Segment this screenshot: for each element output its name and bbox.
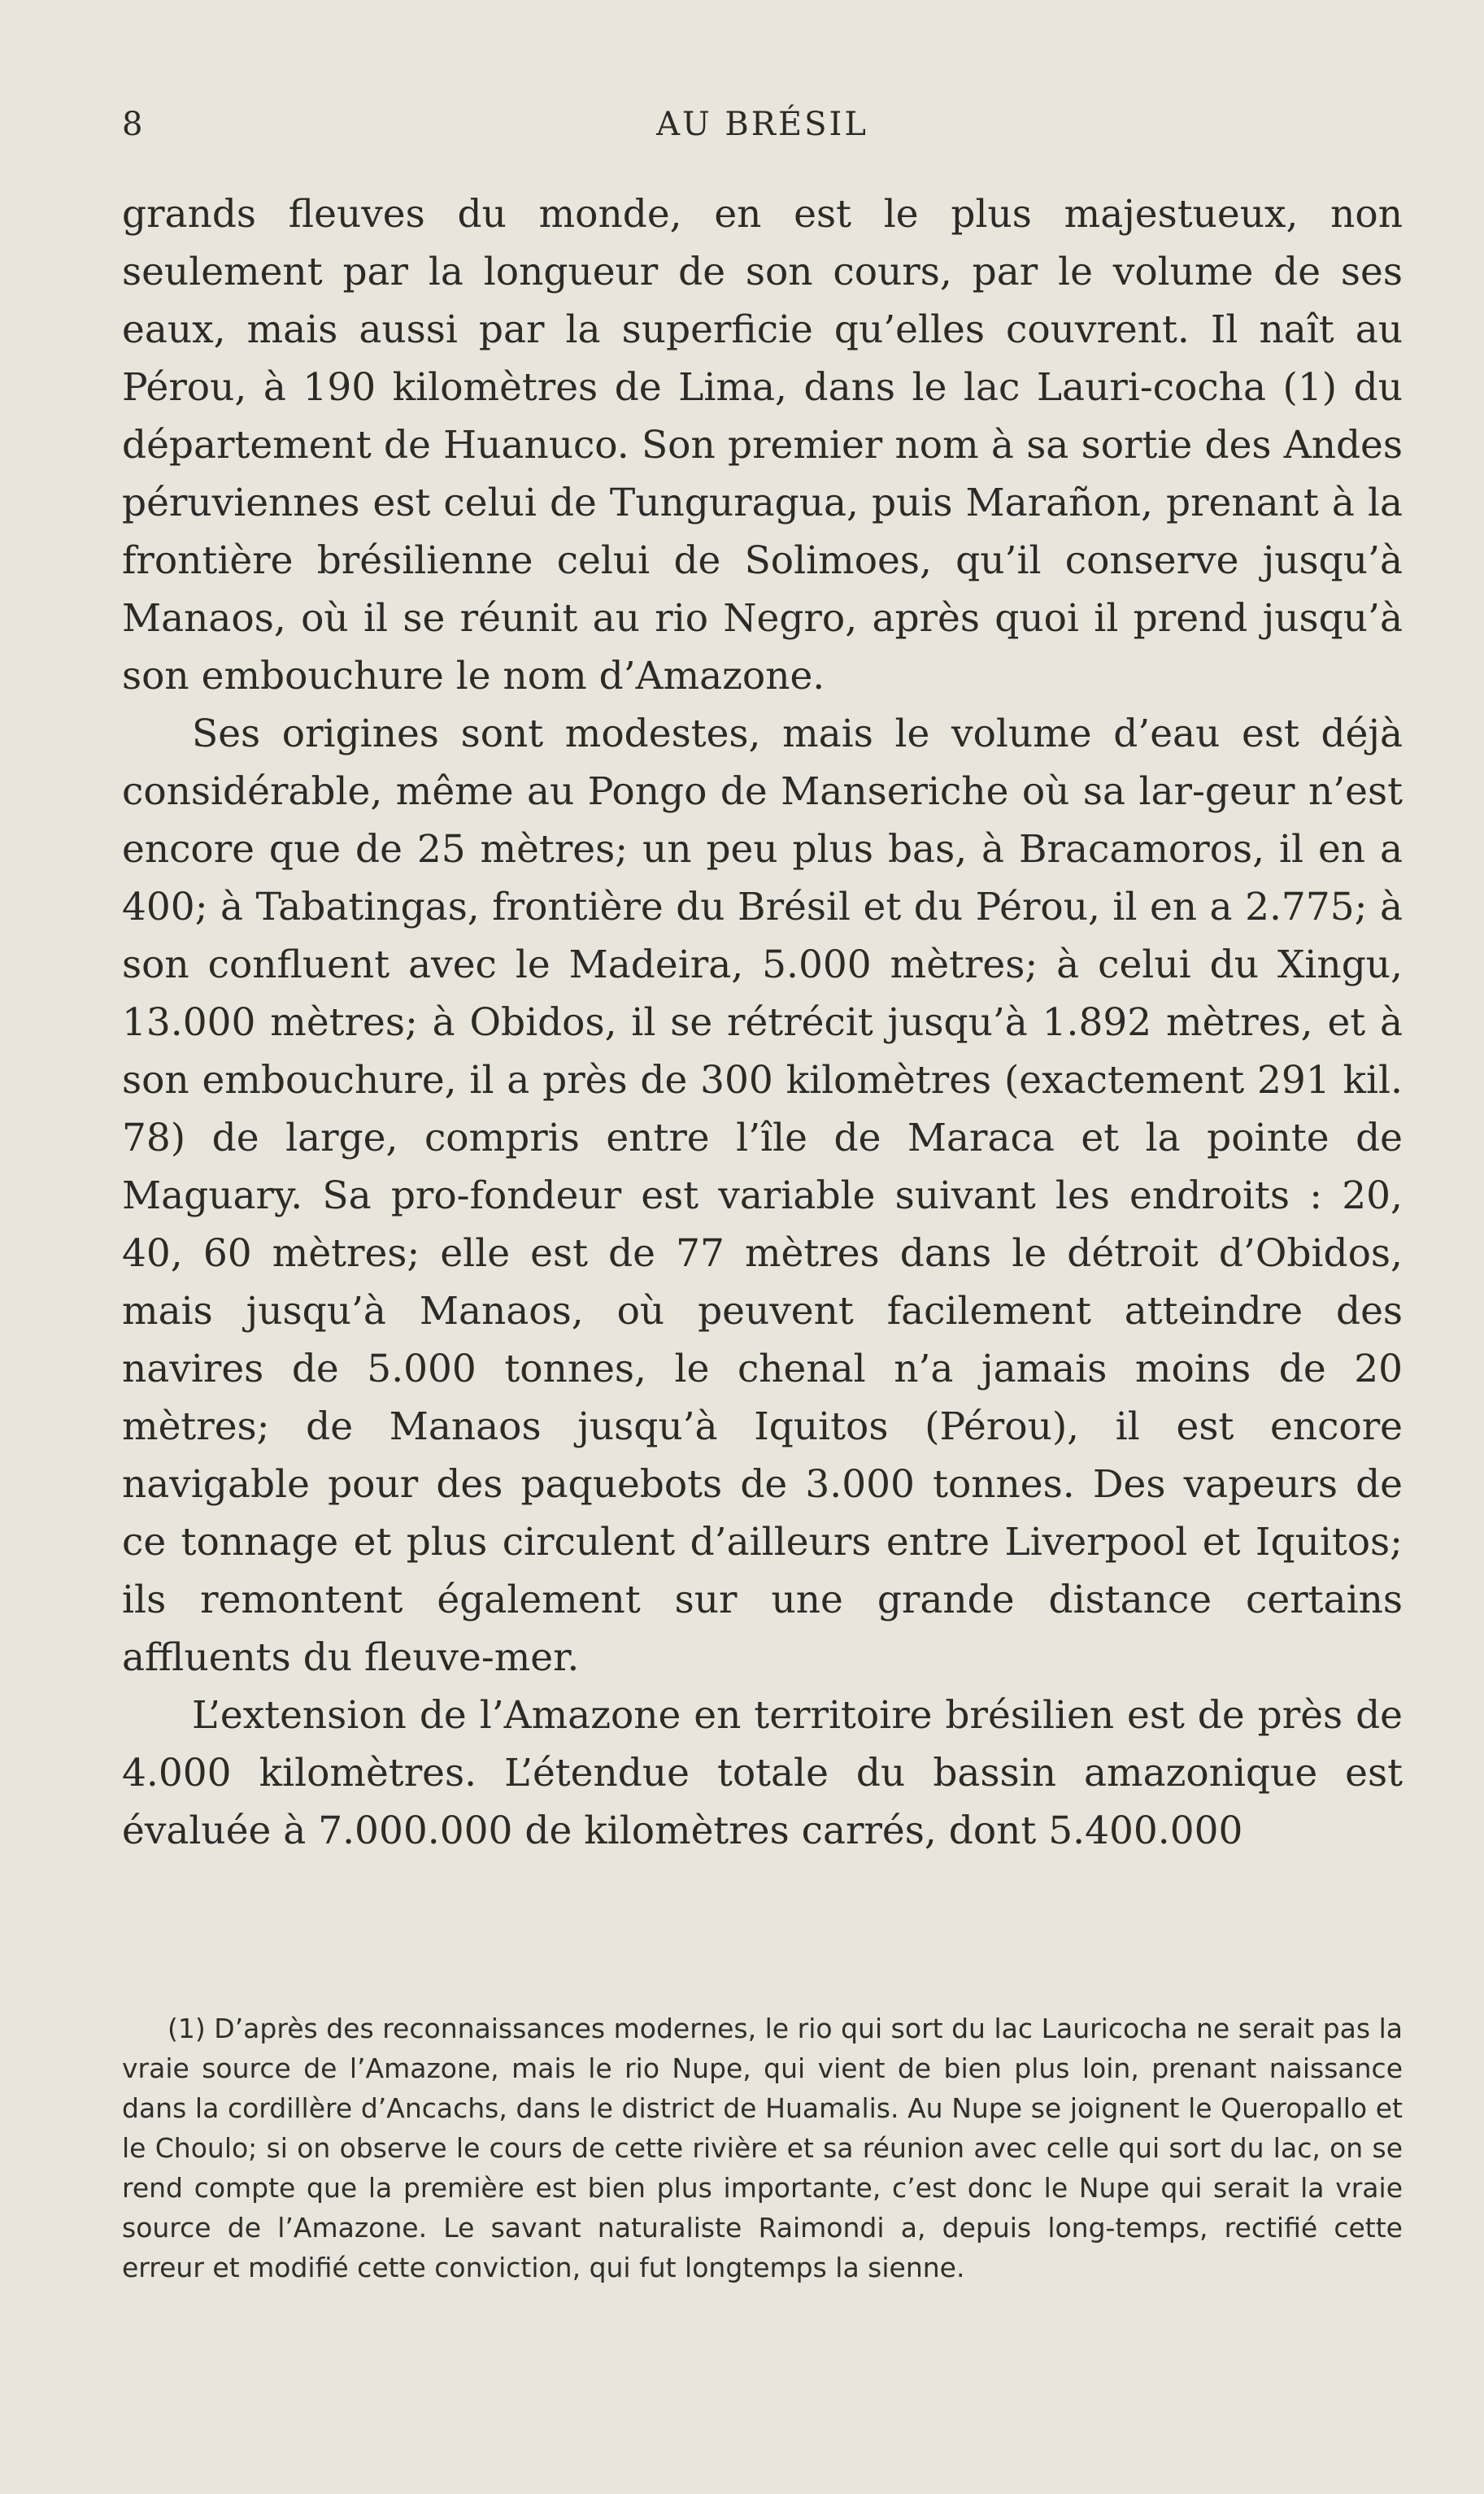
footnote-1: (1) D’après des reconnaissances modernes, le rio qui sort du lac Lauricocha ne serait pas la vraie source de l’Amazone, mais le rio Nupe, qui vient de bien plus loin, prenant naissance dans la cordillère d’Ancachs, dans le district de Huamalis. Au Nupe se joignent le Queropallo et le Choulo; si on observe le cours de cette rivière et sa réunion avec celle qui sort du lac, on se rend compte que la première est bien plus importante, c’est donc le Nupe qui serait la vraie source de l’Amazone. Le savant naturaliste Raimondi a, depuis long-temps, rectifié cette erreur et modifié cette conviction, qui fut longtemps la sienne. — [122, 2013, 1403, 2283]
paragraph-1: grands fleuves du monde, en est le plus majestueux, non seulement par la longueur de son cours, par le volume de ses eaux, mais aussi par la superficie qu’elles couvrent. Il naît au Pérou, à 190 kilomètres de Lima, dans le lac Lauri-cocha (1) du département de Huanuco. Son premier nom à sa sortie des Andes péruviennes est celui de Tunguragua, puis Marañon, prenant à la frontière brésilienne celui de Solimoes, qu’il conserve jusqu’à Manaos, où il se réunit au rio Negro, après quoi il prend jusqu’à son embouchure le nom d’Amazone. — [122, 192, 1403, 699]
footnotes — [122, 2009, 1403, 2287]
paragraph-2: Ses origines sont modestes, mais le volume d’eau est déjà considérable, même au Pongo de Manseriche où sa lar-geur n’est encore que de 25 mètres; un peu plus bas, à Bracamoros, il en a 400; à Tabatingas, frontière du Brésil et du Pérou, il en a 2.775; à son confluent avec le Madeira, 5.000 mètres; à celui du Xingu, 13.000 mètres; à Obidos, il se rétrécit jusqu’à 1.892 mètres, et à son embouchure, il a près de 300 kilomètres (exactement 291 kil. 78) de large, compris entre l’île de Maraca et la pointe de Maguary. Sa pro-fondeur est variable suivant les endroits : 20, 40, 60 mètres; elle est de 77 mètres dans le détroit d’Obidos, mais jusqu’à Manaos, où peuvent facilement atteindre des navires de 5.000 tonnes, le chenal n’a jamais moins de 20 mètres; de Manaos jusqu’à Iquitos (Pérou), il est encore navigable pour des paquebots de 3.000 tonnes. Des vapeurs de ce tonnage et plus circulent d’ailleurs entre Liverpool et Iquitos; ils remontent également sur une grande distance certains affluents du fleuve-mer. — [122, 712, 1403, 1680]
page-header — [122, 106, 1403, 155]
main-text — [122, 185, 1403, 1860]
page-number: 8 — [122, 106, 146, 143]
running-title: AU BRÉSIL — [656, 106, 868, 143]
paragraph-3: L’extension de l’Amazone en territoire brésilien est de près de 4.000 kilomètres. L’étendue totale du bassin amazonique est évaluée à 7.000.000 de kilomètres carrés, dont 5.400.000 — [122, 1693, 1403, 1853]
